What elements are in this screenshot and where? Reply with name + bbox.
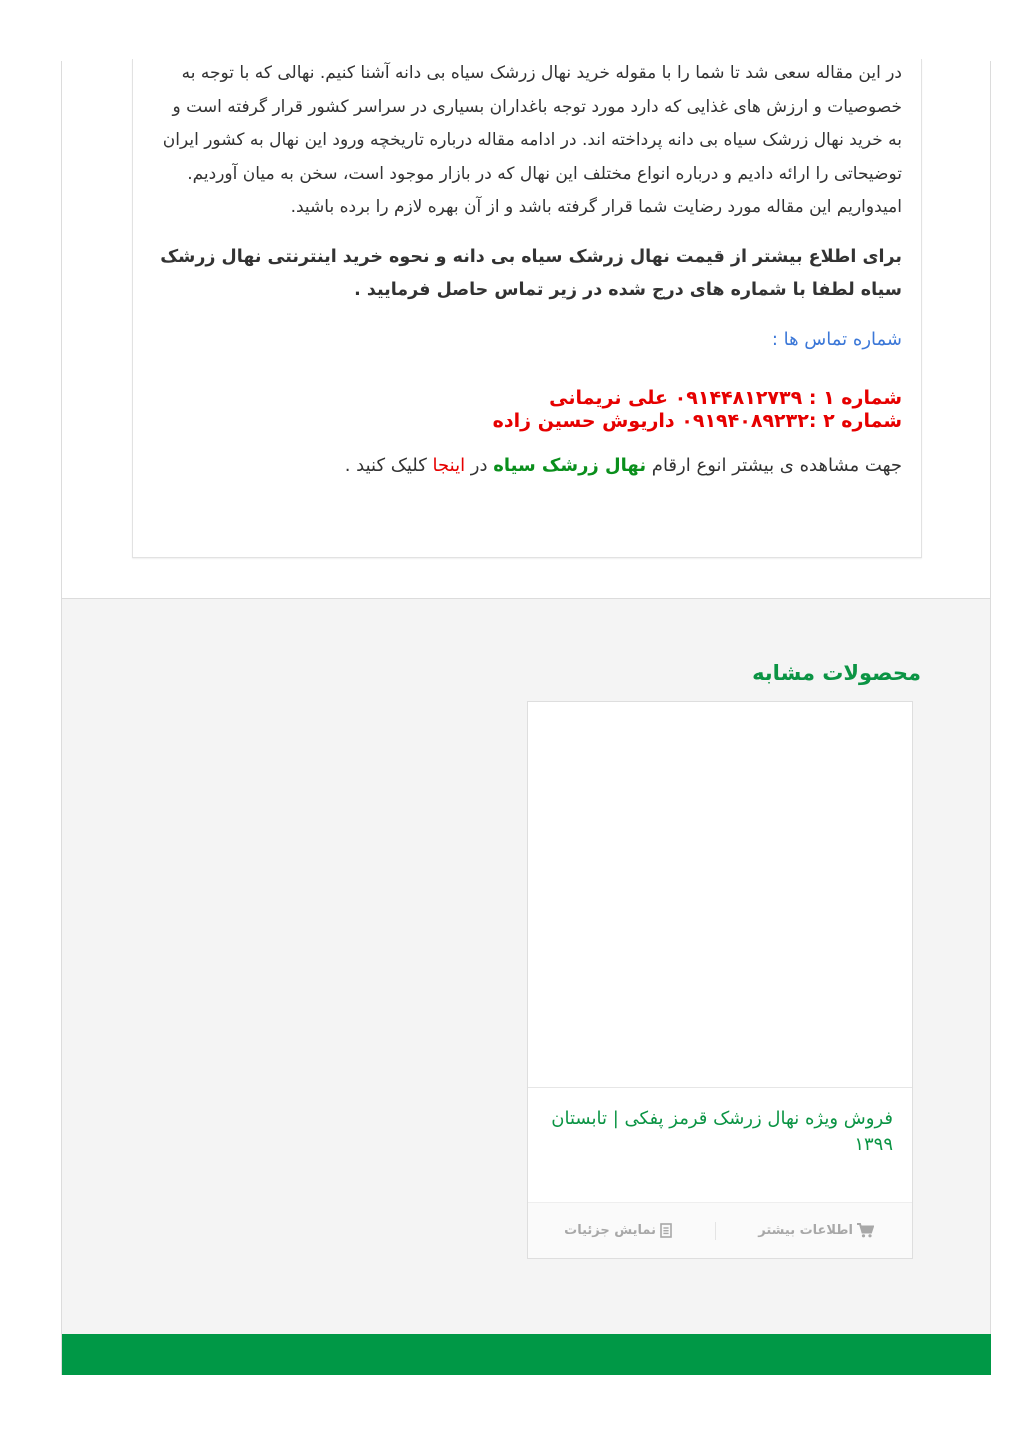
product-image[interactable]	[528, 702, 912, 1088]
contact-phone-2[interactable]: شماره ۲ :۰۹۱۹۴۰۸۹۲۳۲ داریوش حسین زاده	[492, 409, 902, 432]
contacts-heading: شماره تماس ها :	[771, 328, 902, 350]
article-box	[132, 59, 922, 558]
product-card-footer	[528, 1202, 912, 1258]
document-icon	[660, 1223, 672, 1238]
related-products-title: محصولات مشابه	[752, 661, 921, 685]
article-call-to-action: برای اطلاع بیشتر از قیمت نهال زرشک سیاه بی دانه و نحوه خرید اینترنتی نهال زرشک سیاه لطفا با شماره های درج شده در زیر تماس حاصل فرمایید .	[160, 246, 902, 301]
page-container	[61, 61, 991, 1375]
more-varieties-line	[159, 454, 902, 478]
more-varieties-middle: در	[465, 454, 494, 476]
more-varieties-prefix: جهت مشاهده ی بیشتر انوع ارقام	[646, 454, 902, 476]
details-label: نمایش جزئیات	[564, 1223, 656, 1238]
details-button[interactable]	[564, 1203, 672, 1258]
footer-bar	[62, 1334, 991, 1375]
product-card[interactable]	[527, 701, 913, 1259]
product-title-link[interactable]: فروش ویژه نهال زرشک قرمز پفکی | تابستان ۱۳۹۹	[551, 1108, 893, 1155]
product-name-highlight: نهال زرشک سیاه	[493, 454, 647, 476]
footer-divider	[715, 1222, 716, 1240]
more-info-label: اطلاعات بیشتر	[758, 1223, 853, 1238]
contact-phone-1[interactable]: شماره ۱ : ۰۹۱۴۴۸۱۲۷۳۹ علی نریمانی	[549, 386, 902, 409]
more-varieties-suffix: کلیک کنید .	[344, 454, 433, 476]
article-paragraph: در این مقاله سعی شد تا شما را با مقوله خرید نهال زرشک سیاه بی دانه آشنا کنیم. نهالی که با توجه به خصوصیات و ارزش های غذایی که دارد مورد توجه باغداران بسیاری در سراسر کشور قرار گرفته است و به خرید نهال زرشک سیاه بی دانه پرداخته اند. در ادامه مقاله درباره تاریخچه ورود این نهال به کشور ایران توضیحاتی را ارائه دادیم و درباره انواع مختلف این نهال که در بازار موجود است، سخن به میان آوردیم. امیدواریم این مقاله مورد رضایت شما قرار گرفته باشد و از آن بهره لازم را برده باشید.	[162, 63, 902, 218]
more-info-button[interactable]	[758, 1203, 874, 1258]
article-content	[159, 59, 902, 478]
here-link[interactable]: اینجا	[432, 454, 466, 476]
related-products-section	[62, 598, 990, 1334]
cart-icon	[857, 1223, 874, 1238]
